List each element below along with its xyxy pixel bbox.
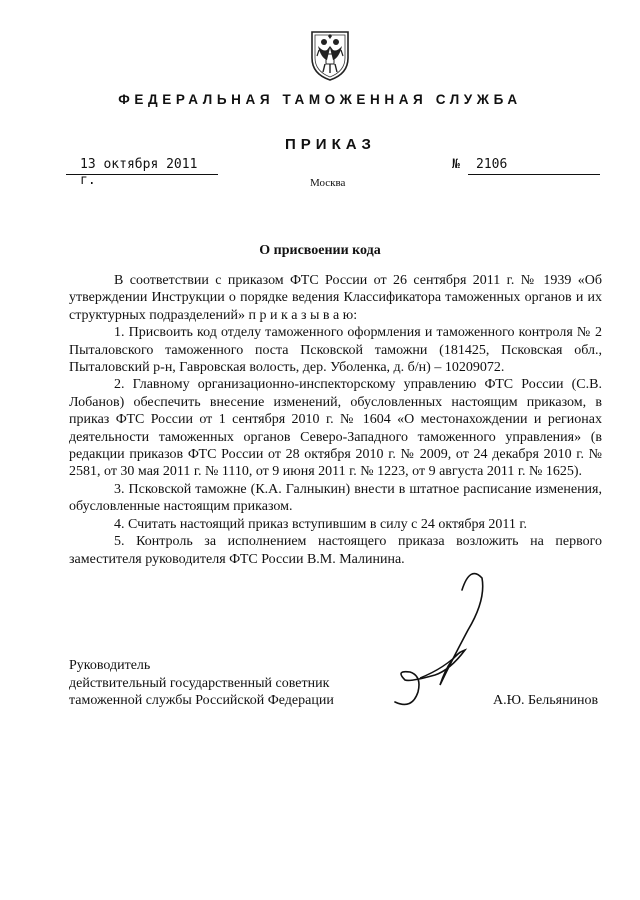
order-number: 2106	[468, 157, 600, 175]
order-date: 13 октября 2011 г.	[66, 157, 218, 175]
item-4-paragraph: 4. Считать настоящий приказ вступившим в силу с 24 октября 2011 г.	[114, 516, 528, 532]
organization-name: ФЕДЕРАЛЬНАЯ ТАМОЖЕННАЯ СЛУЖБА	[118, 92, 522, 107]
item-1-paragraph: 1. Присвоить код отделу таможенного оформления и таможенного контроля № 2 Пыталовского таможенного поста Псковской таможни (181425, Псковская обл., Пыталовский р-н, Гавровская волость, дер. Уболенка, д. б/н) – 10209072.	[69, 325, 602, 376]
handwritten-signature	[390, 560, 510, 710]
city: Москва	[310, 177, 346, 189]
signatory-title-line-2: действительный государственный советник	[69, 675, 330, 691]
item-2-paragraph: 2. Главному организационно-инспекторскому управлению ФТС России (С.В. Лобанов) обеспечить внесение изменений, обусловленных настоящим приказом, в приказ ФТС России от 1 сентября 2010 г. № 1604 «О местонахождении и регионах деятельности таможенных органов Северо-Западного таможенного управления» (в редакции приказов ФТС России от 28 октября 2010 г. № 2009, от 24 декабря 2010 г. № 2581, от 30 мая 2011 г. № 1110, от 9 июня 2011 г. № 1223, от 9 августа 2011 г. № 1625).	[69, 377, 602, 480]
signatory-name: А.Ю. Бельянинов	[493, 693, 599, 708]
number-sign: №	[452, 157, 460, 172]
preamble-paragraph: В соответствии с приказом ФТС России от 26 сентября 2011 г. № 1939 «Об утверждении Инструкции о порядке ведения Классификатора таможенных органов и их структурных подразделений» п р и к а з ы в а ю:	[69, 273, 602, 323]
document-type: ПРИКАЗ	[285, 136, 376, 153]
signatory-title	[69, 657, 334, 710]
signatory-title-line-1: Руководитель	[69, 658, 151, 673]
order-subject: О присвоении кода	[259, 243, 381, 258]
item-3-paragraph: 3. Псковской таможне (К.А. Галныкин) внести в штатное расписание изменения, обусловленные настоящим приказом.	[69, 481, 602, 515]
order-body	[69, 272, 602, 568]
item-5-paragraph: 5. Контроль за исполнением настоящего приказа возложить на первого заместителя руководителя ФТС России В.М. Малинина.	[69, 534, 602, 567]
coat-of-arms-icon	[309, 28, 351, 82]
signatory-title-line-3: таможенной службы Российской Федерации	[69, 693, 334, 709]
